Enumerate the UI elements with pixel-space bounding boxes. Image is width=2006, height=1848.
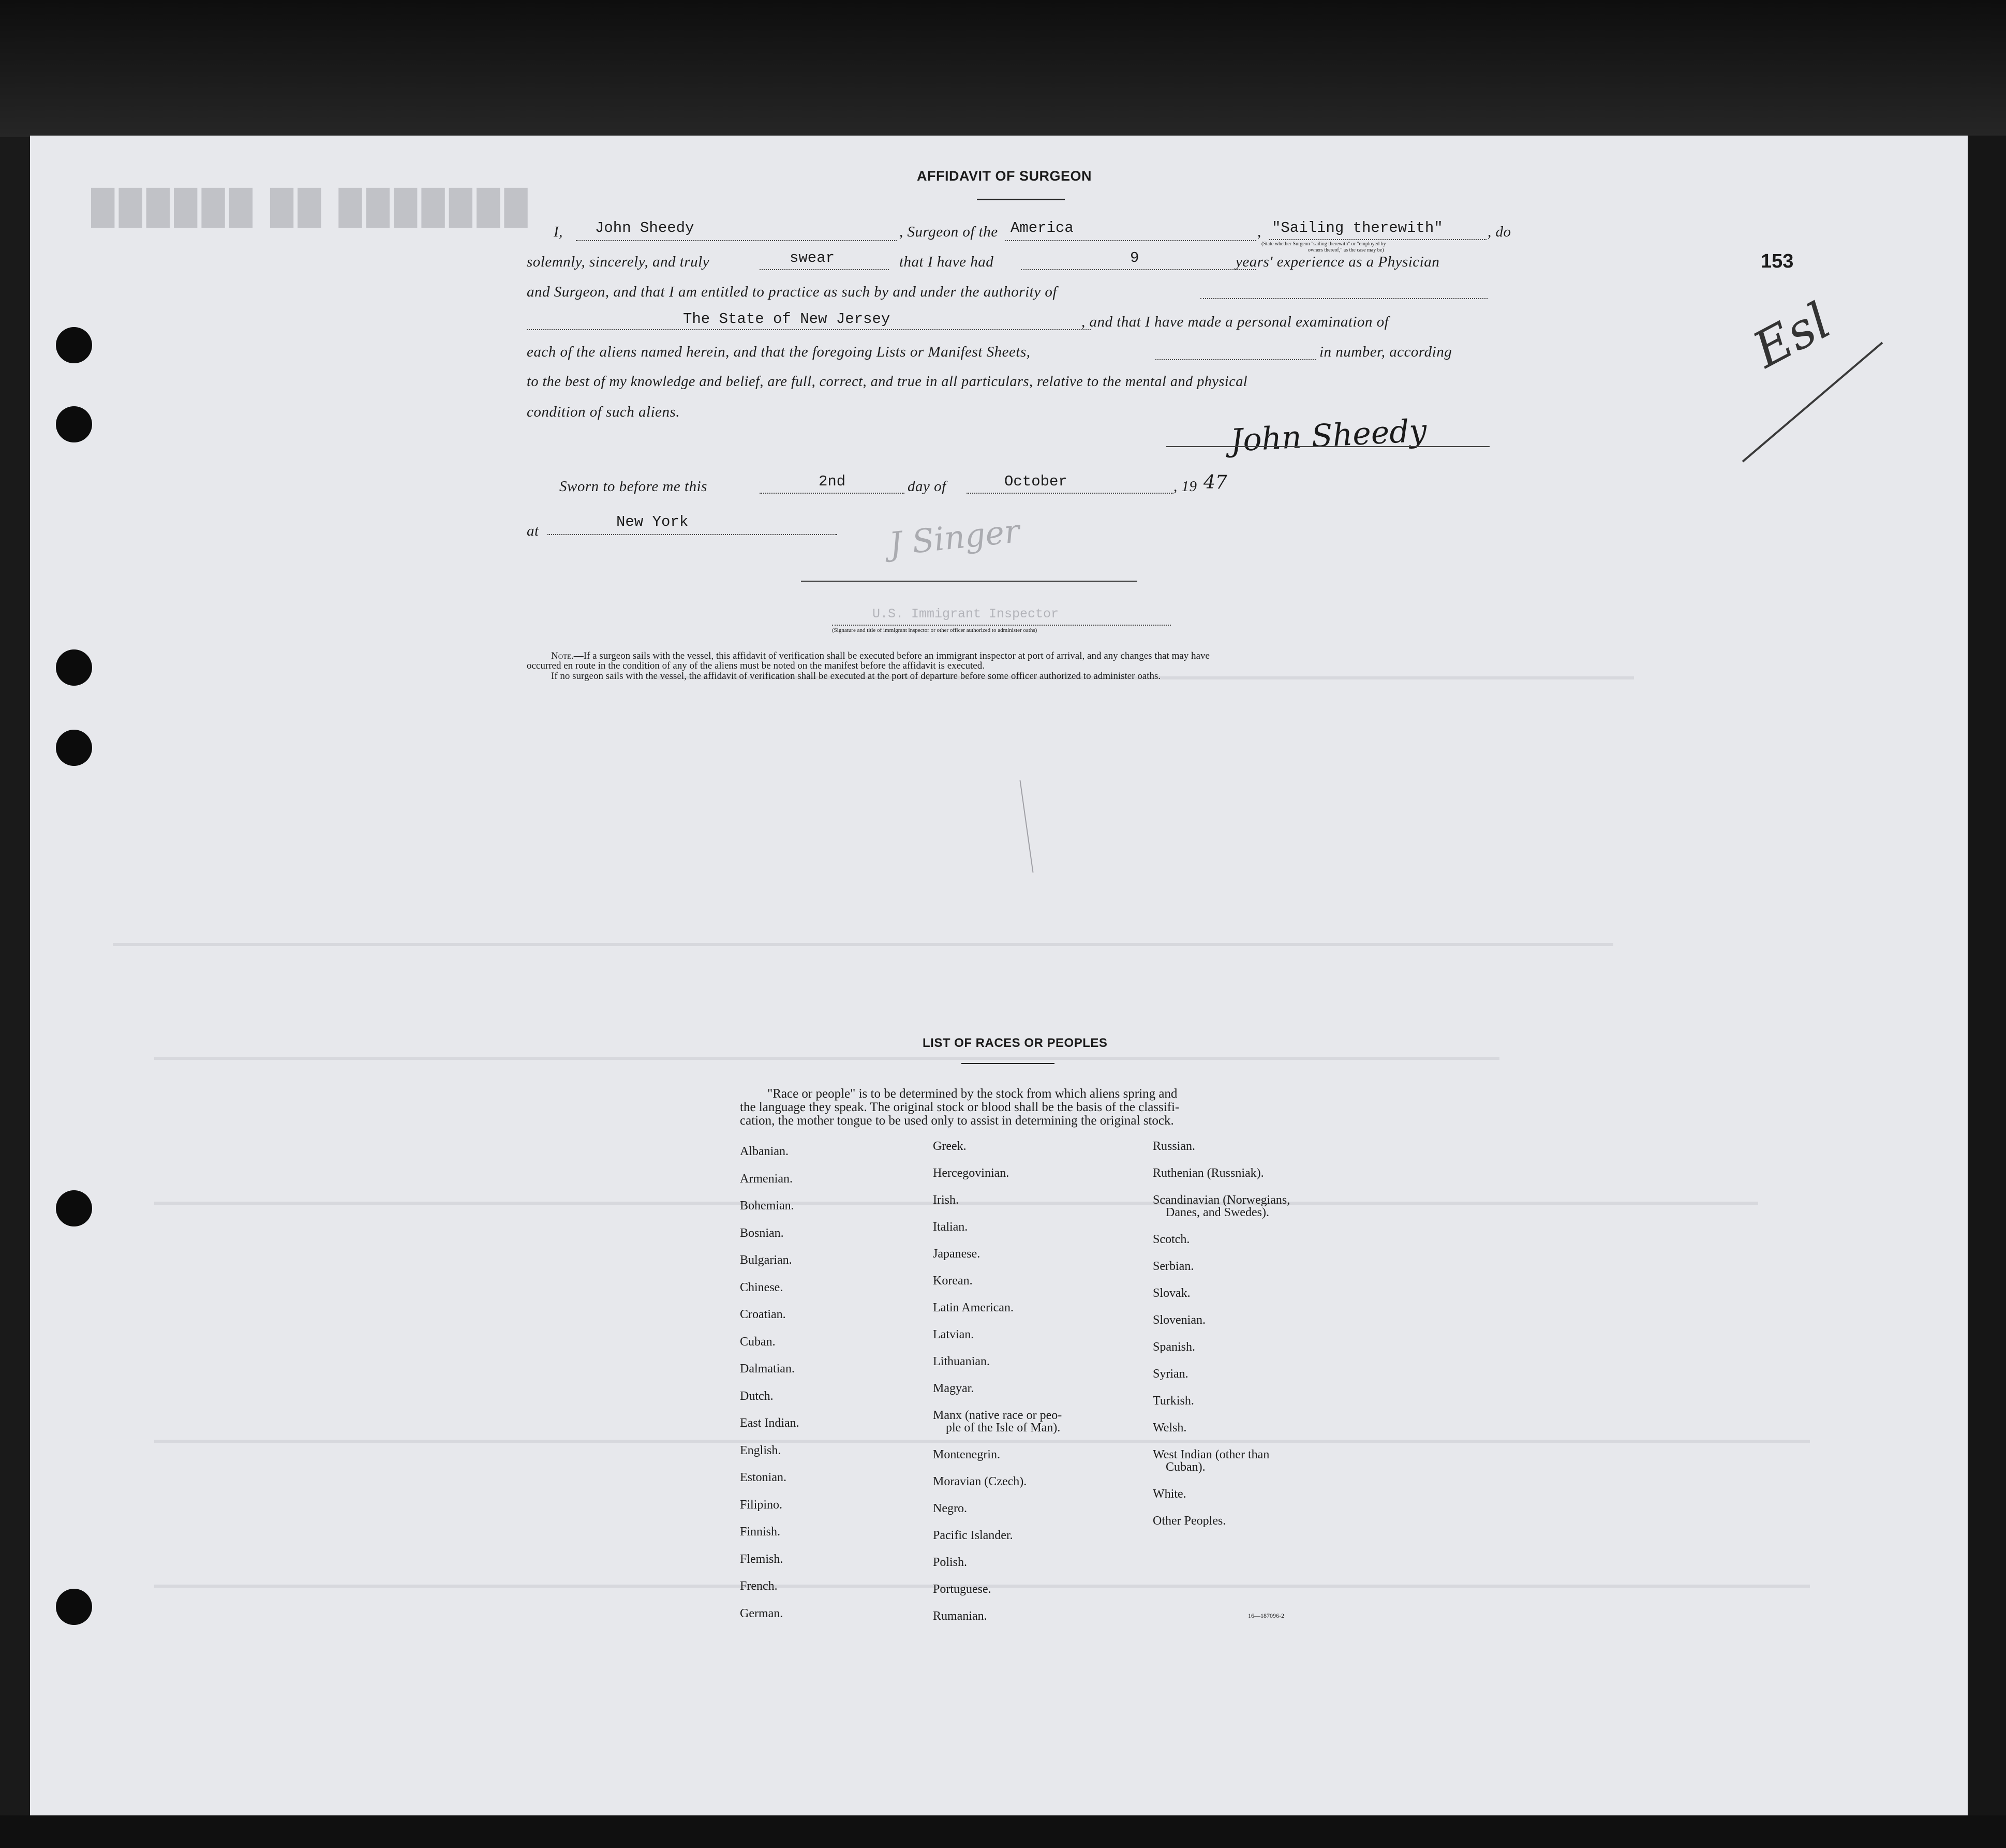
race-entry: Dalmatian.	[740, 1362, 795, 1376]
affidavit-line1-sep: ,	[1257, 224, 1261, 240]
race-entry: Spanish.	[1153, 1340, 1196, 1354]
years-experience: 9	[1130, 249, 1139, 267]
sworn-day-line	[760, 493, 904, 494]
authority-line-a	[1200, 298, 1488, 299]
races-title: LIST OF RACES OR PEOPLES	[923, 1036, 1108, 1050]
races-intro-2: the language they speak. The original stock or blood shall be the basis of the classifi-	[740, 1100, 1180, 1114]
race-entry: Latvian.	[933, 1328, 974, 1341]
inspector-title: U.S. Immigrant Inspector	[872, 607, 1059, 622]
race-entry: Japanese.	[933, 1247, 980, 1261]
at-label: at	[527, 523, 539, 539]
races-intro-1: "Race or people" is to be determined by the stock from which aliens spring and	[767, 1087, 1178, 1101]
race-entry: Greek.	[933, 1140, 967, 1153]
years-experience-line	[1021, 269, 1256, 270]
vessel-name-line	[1005, 240, 1256, 241]
note-line-3: If no surgeon sails with the vessel, the affidavit of verification shall be executed at the port of departure before some officer authorized to administer oaths.	[551, 671, 1161, 682]
race-entry: Ruthenian (Russniak).	[1153, 1166, 1264, 1180]
affidavit-line2-pre: solemnly, sincerely, and truly	[527, 254, 710, 270]
bleed-through-line	[113, 943, 1613, 946]
race-entry: Scotch.	[1153, 1233, 1190, 1246]
sworn-month: October	[1004, 473, 1067, 490]
sworn-day: 2nd	[819, 473, 846, 490]
race-entry: Slovenian.	[1153, 1313, 1206, 1327]
race-entry: White.	[1153, 1487, 1186, 1501]
affidavit-line2-mid: that I have had	[899, 254, 994, 270]
sworn-month-line	[967, 493, 1173, 494]
race-entry: Albanian.	[740, 1145, 789, 1158]
bleed-through-line	[154, 1057, 1499, 1060]
sailing-note-2: owners thereof," as the case may be)	[1308, 247, 1384, 253]
race-entry: Serbian.	[1153, 1260, 1194, 1273]
affidavit-line2-post: years' experience as a Physician	[1236, 254, 1440, 270]
affidavit-line5-pre: each of the aliens named herein, and that the foregoing Lists or Manifest Sheets,	[527, 344, 1031, 360]
races-title-underline	[961, 1063, 1054, 1064]
race-entry: East Indian.	[740, 1416, 799, 1430]
race-entry: Scandinavian (Norwegians,	[1153, 1193, 1290, 1207]
race-entry: Slovak.	[1153, 1287, 1191, 1300]
race-entry: Italian.	[933, 1220, 968, 1234]
affidavit-line3: and Surgeon, and that I am entitled to practice as such by and under the authority of	[527, 284, 1057, 300]
sailing-status: "Sailing therewith"	[1272, 219, 1443, 236]
affidavit-line4-post: , and that I have made a personal examination of	[1081, 314, 1389, 330]
punch-hole	[56, 649, 92, 686]
race-entry: Croatian.	[740, 1308, 786, 1321]
sworn-place: New York	[616, 513, 689, 530]
affidavit-line1-post: , do	[1488, 224, 1511, 240]
scan-border-right	[1968, 136, 2006, 1815]
race-entry: Other Peoples.	[1153, 1514, 1226, 1528]
sworn-place-line	[547, 534, 837, 535]
practice-authority: The State of New Jersey	[683, 311, 890, 328]
race-entry: Moravian (Czech).	[933, 1475, 1027, 1488]
race-entry: Negro.	[933, 1502, 967, 1515]
race-entry: Irish.	[933, 1193, 959, 1207]
faint-stroke	[1019, 780, 1033, 873]
race-entry: Chinese.	[740, 1280, 783, 1294]
race-entry: Turkish.	[1153, 1394, 1194, 1408]
race-entry: Cuban.	[740, 1335, 776, 1349]
affidavit-line1-pre: I,	[554, 224, 563, 240]
race-entry: Welsh.	[1153, 1421, 1187, 1435]
race-entry: Korean.	[933, 1274, 973, 1288]
affidavit-title: AFFIDAVIT OF SURGEON	[917, 168, 1092, 184]
surgeon-signature-line	[1166, 446, 1490, 447]
surgeon-signature: John Sheedy	[1229, 412, 1428, 459]
sheet-count-line	[1155, 359, 1316, 360]
margin-stroke	[1737, 332, 1893, 467]
affidavit-line1-mid: , Surgeon of the	[899, 224, 998, 240]
race-entry: Latin American.	[933, 1301, 1014, 1314]
race-entry: Syrian.	[1153, 1367, 1188, 1381]
note-text-1: —If a surgeon sails with the vessel, this affidavit of verification shall be executed before an immigrant inspector at port of arrival, and any changes that may have	[573, 651, 1210, 661]
vessel-name: America	[1011, 219, 1074, 236]
punch-hole	[56, 1190, 92, 1226]
race-entry: Rumanian.	[933, 1609, 987, 1623]
race-entry: West Indian (other than	[1153, 1448, 1270, 1461]
affidavit-line5-post: in number, according	[1319, 344, 1452, 360]
page-number: 153	[1761, 250, 1794, 272]
affidavit-line6: to the best of my knowledge and belief, are full, correct, and true in all particulars, relative to the mental and physical	[527, 374, 1248, 390]
scan-border-top	[0, 0, 2006, 137]
sworn-year: 47	[1203, 472, 1227, 493]
race-entry: Polish.	[933, 1556, 968, 1569]
document-sheet	[30, 136, 1968, 1815]
race-entry: Finnish.	[740, 1525, 781, 1539]
race-entry: Hercegovinian.	[933, 1166, 1009, 1180]
title-underline	[977, 199, 1065, 200]
form-number: 16—187096-2	[1248, 1612, 1284, 1619]
sworn-pre: Sworn to before me this	[559, 478, 707, 495]
race-entry: Cuban).	[1166, 1460, 1206, 1474]
race-entry: Estonian.	[740, 1471, 786, 1484]
race-entry: Russian.	[1153, 1140, 1196, 1153]
race-entry: ple of the Isle of Man).	[946, 1421, 1061, 1435]
sworn-day-label: day of	[908, 478, 946, 495]
surgeon-name-line	[576, 240, 897, 241]
race-entry: Bosnian.	[740, 1226, 784, 1240]
note-label: Note.	[551, 651, 574, 661]
surgeon-name: John Sheedy	[595, 219, 694, 236]
race-entry: Bulgarian.	[740, 1253, 792, 1267]
race-entry: Manx (native race or peo-	[933, 1409, 1062, 1422]
race-entry: Lithuanian.	[933, 1355, 990, 1368]
margin-initials: Esl	[1744, 291, 1840, 379]
race-entry: Danes, and Swedes).	[1166, 1206, 1269, 1219]
note-line-2: occurred en route in the condition of any of the aliens must be noted on the manifest before the affidavit is executed.	[527, 660, 985, 671]
races-intro-3: cation, the mother tongue to be used only to assist in determining the original stock.	[740, 1114, 1174, 1128]
authority-line-b	[527, 329, 1091, 330]
race-entry: French.	[740, 1579, 778, 1593]
race-entry: Portuguese.	[933, 1583, 991, 1596]
punch-hole	[56, 730, 92, 766]
sailing-note-1: (State whether Surgeon "sailing therewith" or "employed by	[1261, 241, 1386, 247]
inspector-signature: J Singer	[887, 511, 1021, 564]
race-entry: German.	[740, 1606, 783, 1620]
race-entry: English.	[740, 1443, 781, 1457]
inspector-signature-line	[801, 581, 1137, 582]
punch-hole	[56, 1589, 92, 1625]
sworn-year-sep: , 19	[1173, 478, 1197, 495]
race-entry: Flemish.	[740, 1552, 783, 1566]
race-entry: Pacific Islander.	[933, 1529, 1013, 1542]
race-entry: Dutch.	[740, 1389, 774, 1403]
affidavit-line7: condition of such aliens.	[527, 404, 680, 420]
bleed-through-header: ███████ ██ ██████	[87, 188, 528, 225]
scan-border-bottom	[0, 1815, 2006, 1848]
sailing-status-line	[1269, 239, 1487, 240]
oath-word-line	[760, 269, 889, 270]
race-entry: Magyar.	[933, 1382, 974, 1395]
inspector-title-line	[832, 625, 1171, 626]
bleed-through-line	[154, 1440, 1810, 1443]
race-entry: Bohemian.	[740, 1199, 794, 1213]
inspector-caption: (Signature and title of immigrant inspector or other officer authorized to administer oaths)	[832, 627, 1037, 633]
race-entry: Montenegrin.	[933, 1448, 1000, 1461]
punch-hole	[56, 406, 92, 442]
punch-hole	[56, 327, 92, 363]
oath-word: swear	[790, 249, 835, 267]
race-entry: Filipino.	[740, 1498, 783, 1512]
race-entry: Armenian.	[740, 1172, 793, 1186]
